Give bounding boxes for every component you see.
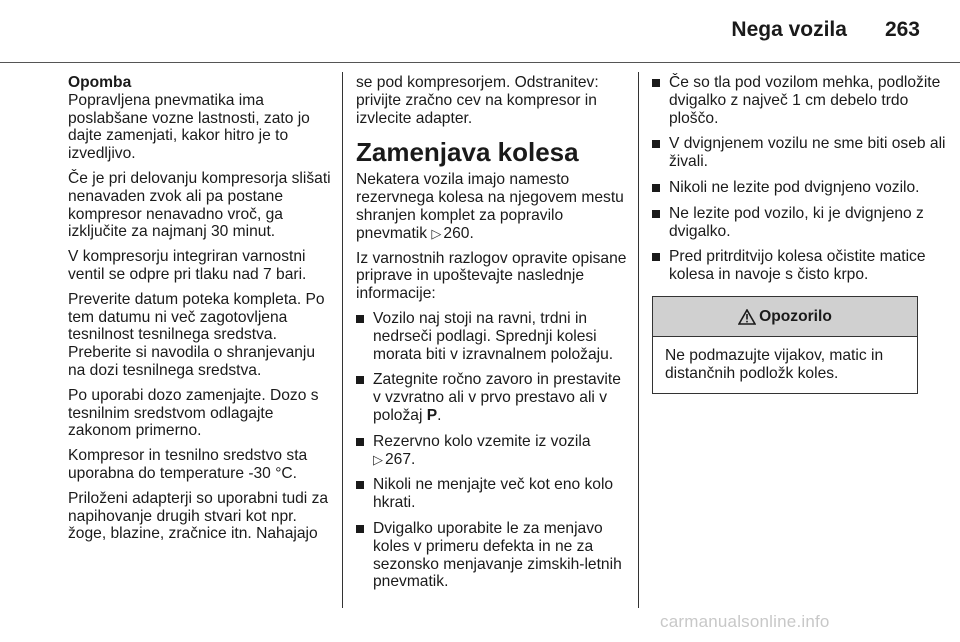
bullet-square-icon [356,315,364,323]
paragraph: Preverite datum poteka kompleta. Po tem datumu ni več zagotovljena tesnilnost tesnilnega sredstva. Preberite si navodila o shranjevanju na dozi tesnilnega sredstva. [68,290,325,379]
bullet-square-icon [356,376,364,384]
intro-text: Nekatera vozila imajo namesto rezervnega kolesa na njegovem mestu shranjen komplet za popravilo pnevmatik [356,171,624,242]
bullet-square-icon [652,210,660,218]
column-2 [356,74,628,599]
list-item-text: Rezervno kolo vzemite iz vozila [373,432,591,450]
list-item [652,248,952,284]
bullet-square-icon [652,140,660,148]
list-item-text: Zategnite ročno zavoro in prestavite v vzvratno ali v prvo prestavo ali v položaj [373,371,621,424]
list-item-text: Ne lezite pod vozilo, ki je dvignjeno z dvigalko. [669,204,924,240]
gear-position-label: P [426,406,438,424]
warning-title: Opozorilo [759,307,832,325]
paragraph: Priloženi adapterji so uporabni tudi za napihovanje drugih stvari kot npr. žoge, blazine, zračnice itn. Nahajajo [68,489,329,543]
header-rule [0,62,960,63]
list-item [652,179,952,197]
reference-arrow-icon: ▷ [373,451,383,467]
safety-intro: Iz varnostnih razlogov opravite opisane priprave in upoštevajte naslednje informacije: [356,249,627,303]
list-item [356,310,628,363]
list-item-text: Dvigalko uporabite le za menjavo koles v primeru defekta in ne za sezonsko menjavanje zimskih-letnih pnevmatik. [373,519,622,591]
page-number: 263 [884,18,920,41]
page-reference-link[interactable]: 260. [443,224,474,242]
precaution-list [652,74,952,284]
list-item-text: Nikoli ne lezite pod dvignjeno vozilo. [669,178,920,196]
list-item [652,74,952,127]
list-item [356,476,628,512]
list-item [356,520,628,591]
paragraph: V kompresorju integriran varnostni ventil se odpre pri tlaku nad 7 bari. [68,248,307,283]
list-item-text: Nikoli ne menjajte več kot eno kolo hkrati. [373,476,614,512]
paragraph: Če je pri delovanju kompresorja slišati nenavaden zvok ali pa postane kompresor nenavadno vroč, ga izključite za najmanj 30 minut. [68,169,331,241]
watermark-text: carmanualsonline.info [660,612,830,631]
warning-header [653,297,917,337]
bullet-square-icon [356,481,364,489]
bullet-square-icon [652,79,660,87]
note-title: Opomba [68,74,132,91]
safety-list [356,310,628,591]
bullet-square-icon [652,253,660,261]
list-item [652,135,952,171]
section-title: Zamenjava kolesa [356,137,579,168]
column-divider-1 [342,72,343,608]
list-item [356,433,628,469]
paragraph: Kompresor in tesnilno sredstvo sta uporabna do temperature -30 °C. [68,447,308,482]
note-paragraph: Popravljena pnevmatika ima poslabšane vozne lastnosti, zato jo dajte zamenjati, kakor hitro je to izvedljivo. [68,91,310,163]
list-item [652,205,952,241]
list-item-text: Vozilo naj stoji na ravni, trdni in nedrseči podlagi. Sprednji kolesi morata biti v izravnalnem položaju. [373,309,614,363]
warning-box [652,296,918,394]
list-item-text: V dvignjenem vozilu ne sme biti oseb ali živali. [669,135,946,171]
continuation-paragraph: se pod kompresorjem. Odstranitev: privijte zračno cev na kompresor in izvlecite adapter. [356,74,599,127]
bullet-square-icon [356,525,364,533]
paragraph: Po uporabi dozo zamenjajte. Dozo s tesnilnim sredstvom odlagajte zakonom primerno. [68,386,319,440]
intro-paragraph [356,171,628,242]
list-item-text: Pred pritrditvijo kolesa očistite matice kolesa in navoje s čisto krpo. [669,248,926,284]
column-divider-2 [638,72,639,608]
list-item-end: . [437,406,442,424]
list-item [356,371,628,424]
bullet-square-icon [652,184,660,192]
column-1 [68,74,334,550]
page-header [731,18,920,48]
bullet-square-icon [356,438,364,446]
warning-triangle-icon [738,309,756,325]
page-reference-link[interactable]: 267. [385,450,416,468]
column-3 [652,74,952,394]
warning-body: Ne podmazujte vijakov, matic in distančnih podložk koles. [665,346,884,382]
reference-arrow-icon: ▷ [431,225,442,241]
list-item-text: Če so tla pod vozilom mehka, podložite dvigalko z največ 1 cm debelo trdo ploščo. [669,74,941,127]
page-title: Nega vozila [731,18,847,41]
